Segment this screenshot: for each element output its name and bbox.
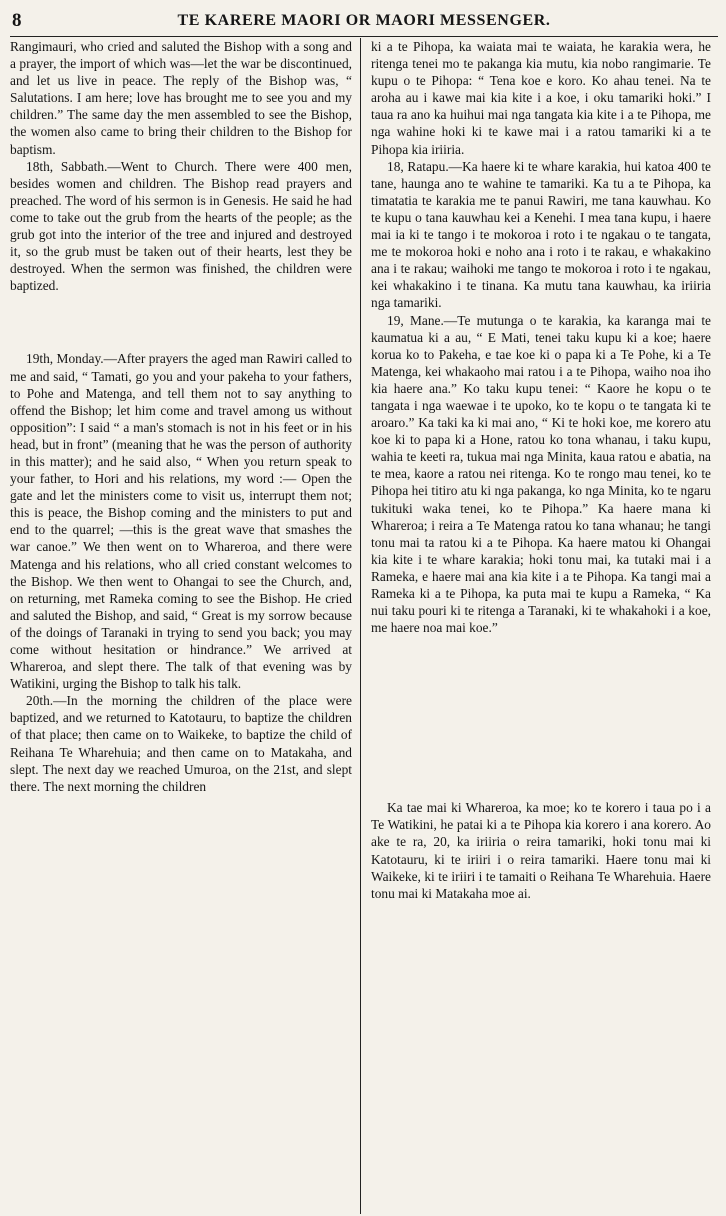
paragraph-en-1: Rangimauri, who cried and saluted the Bishop with a song and a prayer, the import of which was—let the war be discontinued, and let us live in peace. The reply of the Bishop was, “ Salutations. I am here; love has brought me to see you and my children.” The same day the men assembled to see the Bishop, the women also came to bring their children to the Bishop for baptism. bbox=[10, 39, 352, 157]
page-number: 8 bbox=[12, 10, 22, 31]
paragraph-en-2: 18th, Sabbath.—Went to Church. There were 400 men, besides women and children. The Bishop read prayers and preached. The word of his sermon is in Genesis. He said he had come to take out the grub from the hearts of the people; as the grub got into the interior of the tree and injured and destroyed it, so the grub must be taken out of their hearts, lest they be destroyed. When the sermon was finished, the children were baptized. bbox=[10, 158, 352, 294]
two-column-body bbox=[10, 38, 718, 1214]
header-rule bbox=[10, 36, 718, 37]
paragraph-mi-2: 18, Ratapu.—Ka haere ki te whare karakia, hui katoa 400 te tane, haunga ano te wahine te tamariki. Ka tu a te Pihopa, ka timatatia te karakia me te panui Rawiri, me tana kauwhau. Ko te kupu o tana kauwhau kei a Kenehi. I mea tana kupu, i haere mai ia ki te tango i te mokoroa i roto i te ngakau o te tangata, me te mokoroa hoki e noho ana i roto i te rakau, e whakakino ana i te rakau; waihoki me tango te mokoroa i roto i te ngakau, kei whakakino i te tinana. Ka mutu tana kauwhau, ka iriiria nga tamariki. bbox=[371, 158, 711, 311]
english-column bbox=[10, 38, 360, 1214]
paragraph-en-3: 19th, Monday.—After prayers the aged man Rawiri called to me and said, “ Tamati, go you and your pakeha to your fathers, to Pohe and Matenga, and tell them not to say anything to offend the Bishop; let him come and travel among us without opposition”: I said “ a man's stomach is not in his feet or in his head, but in front” (meaning that he was the person of authority in this matter); and he said also, “ When you return speak to your father, to Hori and his relations, my word :— Open the gate and let the ministers come to visit us, interrupt them not; this is peace, the Bishop coming and the ministers to put and end to the quarrel; —this is the great wave that smashes the war canoe.” We then went on to Whareroa, and there were Matenga and his relations, who all cried constant welcomes to the Bishop. We then went to Ohangai to see the Church, and, on returning, met Rameka coming to see the Bishop. He cried and saluted the Bishop, and said, “ Great is my sorrow because of the doings of Taranaki in trying to send you back; you may come without hesitation or hindrance.” We arrived at Whareroa, and slept there. The talk of that evening was by Watikini, urging the Bishop to talk his talk. bbox=[10, 351, 352, 692]
running-title: TE KARERE MAORI OR MAORI MESSENGER. bbox=[177, 12, 551, 29]
maori-column bbox=[361, 38, 711, 1214]
page-header bbox=[10, 8, 718, 38]
column-gap bbox=[371, 636, 711, 799]
paragraph-en-4: 20th.—In the morning the children of the place were baptized, and we returned to Katotauru, to baptize the children of that place; then came on to Waikeke, to baptize the child of Reihana Te Wharehuia; and then came on to Matakaha, and slept. The next day we reached Umuroa, on the 21st, and slept there. The next morning the children bbox=[10, 693, 352, 794]
paragraph-mi-4: Ka tae mai ki Whareroa, ka moe; ko te korero i taua po i a Te Watikini, he patai ki a te Pihopa kia korero i ana korero. Ao ake te ra, 20, ka iriiria o reira tamariki, hoki tonu mai ki Katotauru, ki te iriiri i o reira tamariki. Haere tonu mai ki Waikeke, ki te iriiri i te tamaiti o Reihana Te Wharehuia. Haere tonu mai ki Matakaha moe ai. bbox=[371, 800, 711, 901]
column-gap bbox=[10, 294, 352, 350]
paragraph-mi-1: ki a te Pihopa, ka waiata mai te waiata, he karakia wera, he ritenga tenei mo te pakanga kia mutu, kia nobo rangimarie. Te kupu o te Pihopa: “ Tena koe e koro. Ko ahau tenei. Na te aroha au i kawe mai kia kite i a koe, i oku tamariki hoki.” I taua ra ano ka huihui mai nga tangata kia kite i a te Pihopa, me nga wahine hoki ki te kawe mai i a ratou tamariki ki a te Pihopa kia iriiria. bbox=[371, 39, 711, 157]
paragraph-mi-3: 19, Mane.—Te mutunga o te karakia, ka karanga mai te kaumatua ki a au, “ E Mati, tenei taku kupu ki a koe; haere korua ko to Pakeha, e tae koe ki o papa ki a Te Pohe, ki a Te Matenga, kei whakaoho mai ratou i a te Pihopa, waiho noa iho kia haere ana.” Ko taku kupu tenei: “ Kaore he kopu o te tangata i nga waewae i te upoko, ko te kopu o te tangata ki te aroaro.” Ka taki ka ki mai ano, “ Ki te hoki koe, me korero atu koe ki to papa ki a Hone, ratou ko tona whanau, i taku kupu, wahia te keeti ra, tukua mai nga Minita, kaua ratou e abatia, na te mea, kaore a ratou nei ritenga. Ko te rongo mau tenei, ko te Pihopa hei titiro atu ki nga pakanga, ko nga Minita, ko te ngaru tukituki waka tenei, ko te Pihopa.” Ka haere mana ki Whareroa; i reira a Te Matenga ratou ko tana whanau; he tangi tonu mai ta ratou ki a te Pihopa. Ka haere matou ki Ohangai kia kite i te whare karakia; hoki tonu mai, ka tutaki mai i a Rameka, e haere mai ana kia kite i a te Pihopa. Ka tangi mai a Rameka ki a te Pihopa, ka puta mai te kupu a Rameka, “ Ka nui taku pouri ki te ritenga a Taranaki, ki te whakahoki i a koe, me haere noa mai koe.” bbox=[371, 312, 711, 636]
